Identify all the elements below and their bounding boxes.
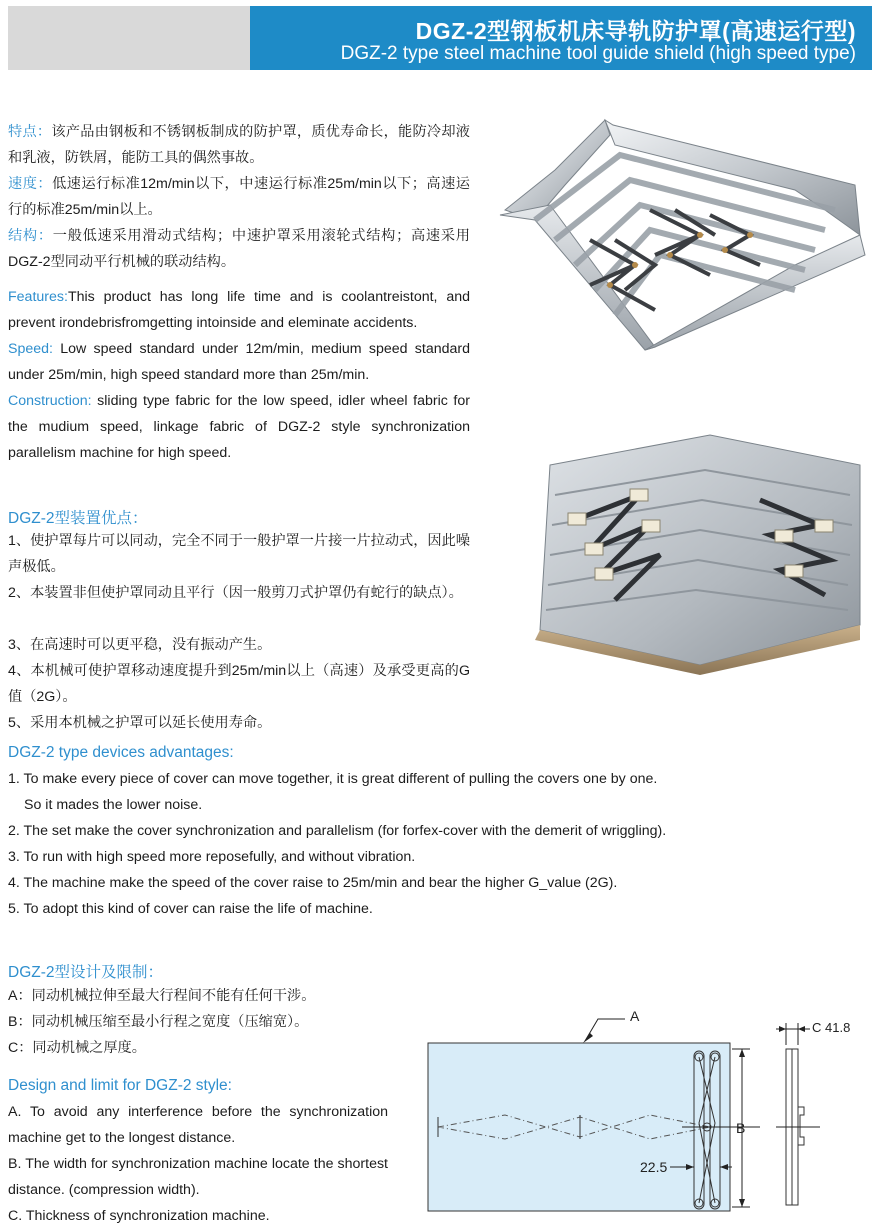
- header-grey-block: [8, 6, 250, 70]
- speed-en-paragraph: [8, 336, 470, 388]
- advantages-cn-item-2: 2、本装置非但使护罩同动且平行（因一般剪刀式护罩仍有蛇行的缺点）。: [8, 585, 463, 601]
- design-cn-c: C：同动机械之厚度。: [8, 1040, 146, 1056]
- construction-en-text: sliding type fabric for the low speed, idler wheel fabric for the mudium speed, linkage fabric of DGZ-2 style synchronization parallelism machine for high speed.: [8, 393, 470, 461]
- construction-en-label: Construction:: [8, 393, 98, 409]
- guide-shield-photo-1: [495, 115, 870, 355]
- features-cn-paragraph: [8, 119, 470, 171]
- speed-en-label: Speed:: [8, 341, 61, 357]
- label-22-5: 22.5: [640, 1159, 668, 1175]
- speed-cn-paragraph: [8, 171, 470, 223]
- features-en-text: This product has long life time and is coolantreistont, and prevent irondebrisfromgetting intoinside and eleminate accidents.: [8, 289, 470, 331]
- advantages-cn-item-3: 3、在高速时可以更平稳，没有振动产生。: [8, 637, 272, 653]
- structure-cn-text: 一般低速采用滑动式结构；中速护罩采用滚轮式结构；高速采用DGZ-2型同动平行机械的联动结构。: [8, 228, 470, 270]
- dimension-diagram: [420, 1005, 870, 1225]
- advantages-en-item-1-line-1: 1. To make every piece of cover can move together, it is great different of pulling the covers one by one.: [8, 771, 658, 787]
- title-cn: DGZ-2型钢板机床导轨防护罩(高速运行型): [415, 18, 856, 44]
- design-cn-title: DGZ-2型设计及限制：: [8, 964, 164, 981]
- speed-cn-text: 低速运行标准12m/min以下，中速运行标准25m/min以下；高速运行的标准25m/min以上。: [8, 176, 470, 218]
- advantages-cn-title: DGZ-2型装置优点：: [8, 510, 148, 527]
- advantages-en-title: DGZ-2 type devices advantages:: [8, 744, 234, 761]
- design-en-title: Design and limit for DGZ-2 style:: [8, 1077, 232, 1094]
- label-b: B: [736, 1120, 746, 1136]
- label-c: C 41.8: [812, 1020, 851, 1035]
- advantages-en-item-2: 2. The set make the cover synchronization and parallelism (for forfex-cover with the demerit of wriggling).: [8, 823, 667, 839]
- design-cn-a: A：同动机械拉伸至最大行程间不能有任何干涉。: [8, 988, 316, 1004]
- advantages-en-item-3: 3. To run with high speed more reposefully, and without vibration.: [8, 849, 416, 865]
- design-cn-b: B：同动机械压缩至最小行程之宽度（压缩宽）。: [8, 1014, 309, 1030]
- header-banner: [250, 6, 872, 70]
- speed-cn-label: 速度：: [8, 176, 53, 192]
- structure-cn-label: 结构：: [8, 228, 53, 244]
- features-cn-text: 该产品由钢板和不锈钢板制成的防护罩，质优寿命长，能防冷却液和乳液，防铁屑，能防工具的偶然事故。: [8, 124, 470, 166]
- guide-shield-photo-2: [530, 425, 870, 675]
- design-en-a: A. To avoid any interference before the synchronization machine get to the longest distance.: [8, 1104, 388, 1146]
- advantages-en-item-1-line-2: So it mades the lower noise.: [24, 797, 203, 813]
- features-en-paragraph: [8, 284, 470, 336]
- structure-cn-paragraph: [8, 223, 470, 275]
- construction-en-paragraph: [8, 388, 470, 466]
- features-cn-label: 特点：: [8, 124, 52, 140]
- label-a-leader: [585, 1019, 625, 1041]
- advantages-cn-item-1: 1、使护罩每片可以同动，完全不同于一般护罩一片接一片拉动式，因此噪声极低。: [8, 533, 470, 575]
- label-a: A: [630, 1008, 640, 1024]
- advantages-en-item-5: 5. To adopt this kind of cover can raise the life of machine.: [8, 901, 373, 917]
- design-en-b: B. The width for synchronization machine locate the shortest distance. (compression width).: [8, 1156, 388, 1198]
- advantages-cn-item-5: 5、采用本机械之护罩可以延长使用寿命。: [8, 715, 272, 731]
- advantages-cn-item-4: 4、本机械可使护罩移动速度提升到25m/min以上（高速）及承受更高的G值（2G）。: [8, 663, 470, 705]
- features-en-label: Features:: [8, 289, 68, 305]
- speed-en-text: Low speed standard under 12m/min, medium speed standard under 25m/min, high speed standard more than 25m/min.: [8, 341, 470, 383]
- advantages-en-item-4: 4. The machine make the speed of the cover raise to 25m/min and bear the higher G_value (2G).: [8, 875, 618, 891]
- title-en: DGZ-2 type steel machine tool guide shield (high speed type): [340, 43, 856, 64]
- design-en-c: C. Thickness of synchronization machine.: [8, 1208, 270, 1224]
